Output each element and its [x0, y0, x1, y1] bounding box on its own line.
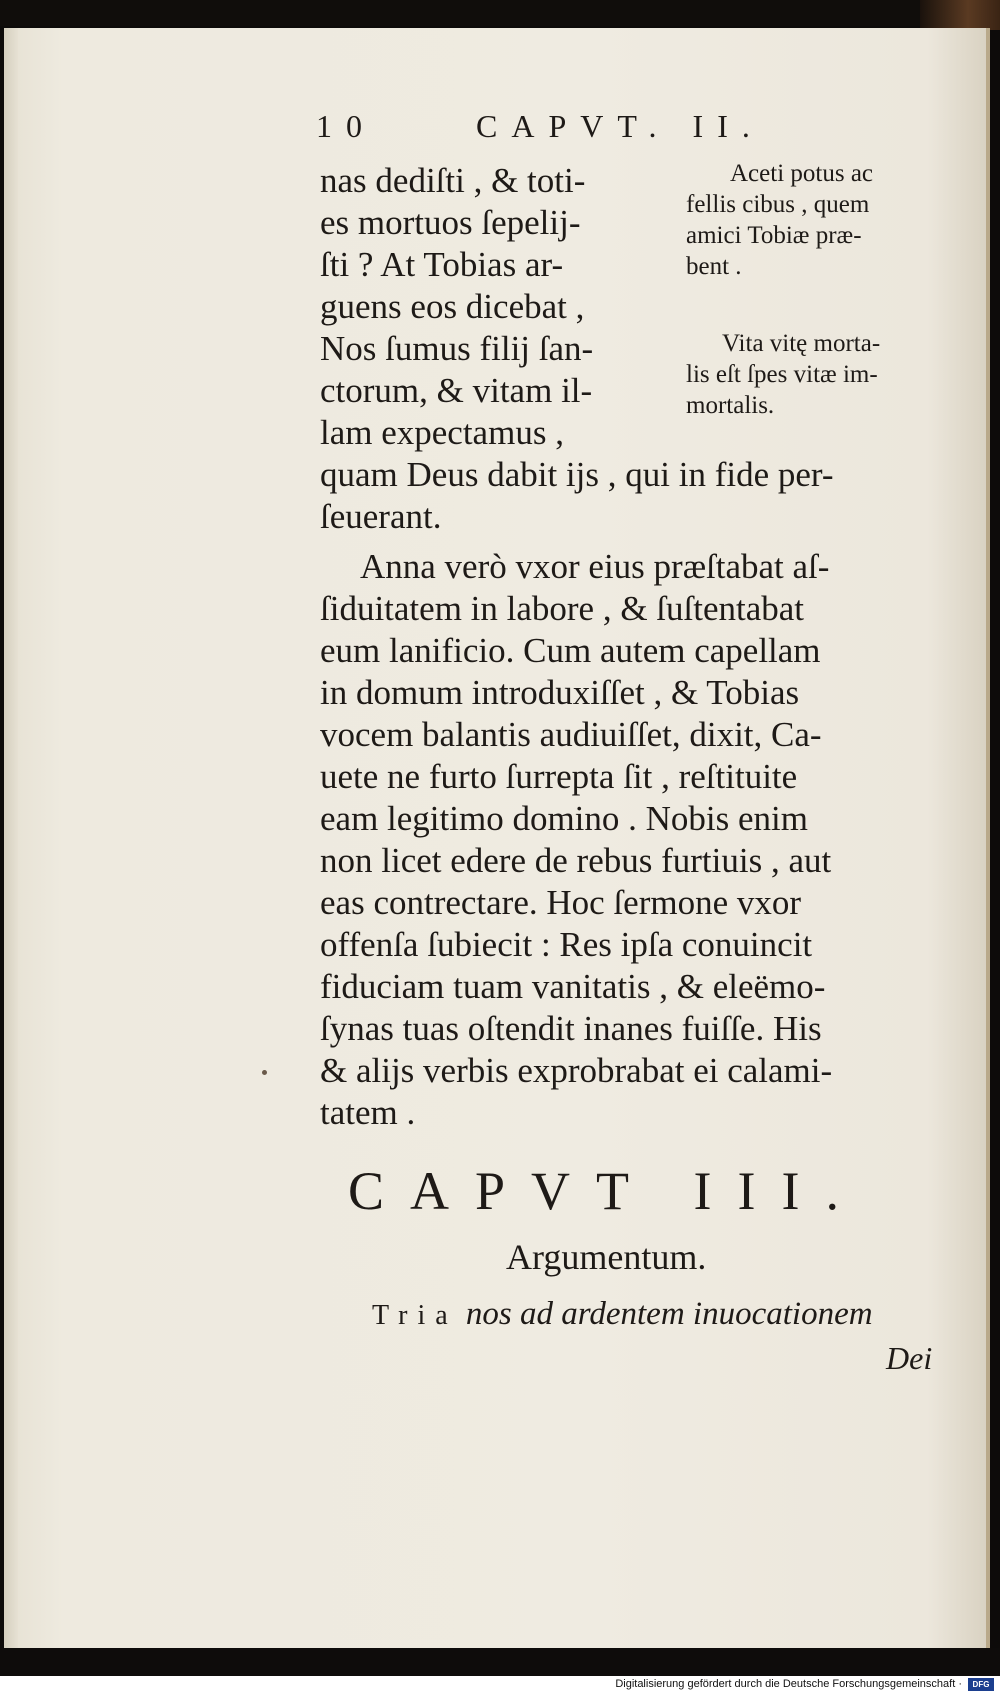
margin-note-line: amici Tobiæ præ-	[686, 222, 862, 249]
digitization-footer	[0, 1676, 1000, 1694]
body-line: guens eos dicebat ,	[320, 287, 585, 326]
catchword: Dei	[886, 1340, 933, 1376]
body-line: quam Deus dabit ijs , qui in fide per-	[320, 455, 834, 494]
margin-note-line: fellis cibus , quem	[686, 191, 870, 218]
footer-credit: Digitalisierung gefördert durch die Deutsche Forschungsgemeinschaft ·	[615, 1678, 962, 1690]
page-number: 10	[316, 108, 376, 144]
margin-note-line: Aceti potus ac	[730, 160, 874, 187]
argument-title: Argumentum.	[506, 1237, 707, 1277]
body-line: in domum introduxiſſet , & Tobias	[320, 673, 800, 712]
body-line: vocem balantis audiuiſſet, dixit, Ca-	[320, 715, 822, 754]
body-line: eas contrectare. Hoc ſermone vxor	[320, 883, 802, 922]
body-line: tatem .	[320, 1093, 416, 1132]
body-line: ſiduitatem in labore , & ſuſtentabat	[320, 589, 805, 628]
margin-note-line: lis eſt ſpes vitæ im-	[686, 361, 878, 388]
ink-speck	[262, 1070, 267, 1075]
body-line: uete ne furto ſurrepta ſit , reſtituite	[320, 757, 798, 796]
argument-line	[372, 1296, 873, 1333]
body-line: Nos ſumus filij ſan-	[320, 329, 594, 368]
body-line: offenſa ſubiecit : Res ipſa conuincit	[320, 925, 813, 964]
body-line: fiduciam tuam vanitatis , & eleëmo-	[320, 967, 826, 1006]
bottom-scan-border	[0, 1648, 1000, 1676]
margin-note-line: Vita vitę morta-	[722, 330, 881, 357]
body-line: & alijs verbis exprobrabat ei calami-	[320, 1051, 833, 1090]
body-line: ſeuerant.	[320, 497, 442, 536]
body-line: ſynas tuas oſtendit inanes fuiſſe. His	[320, 1009, 822, 1048]
body-line: nas dediſti , & toti-	[320, 161, 586, 200]
body-line: lam expectamus ,	[320, 413, 564, 452]
body-line: eam legitimo domino . Nobis enim	[320, 799, 809, 838]
book-cover-edge	[920, 0, 1000, 30]
body-line: ſti ? At Tobias ar-	[320, 245, 564, 284]
margin-note-line: bent .	[686, 253, 742, 280]
dfg-logo: DFG	[968, 1678, 994, 1691]
chapter-heading: CAPVT III.	[348, 1161, 866, 1221]
body-line: ctorum, & vitam il-	[320, 371, 593, 410]
body-line: eum lanificio. Cum autem capellam	[320, 631, 821, 670]
margin-note-line: mortalis.	[686, 392, 775, 419]
argument-text: nos ad ardentem inuocationem	[465, 1296, 873, 1332]
running-title: CAPVT. II.	[476, 108, 764, 144]
top-scan-border	[0, 0, 1000, 26]
page-gutter	[4, 28, 18, 1648]
body-line: non licet edere de rebus furtiuis , aut	[320, 841, 832, 880]
body-line: es mortuos ſepelij-	[320, 203, 581, 242]
argument-lead-word: Tria	[372, 1300, 458, 1331]
body-line: Anna verò vxor eius præſtabat aſ-	[360, 547, 830, 586]
